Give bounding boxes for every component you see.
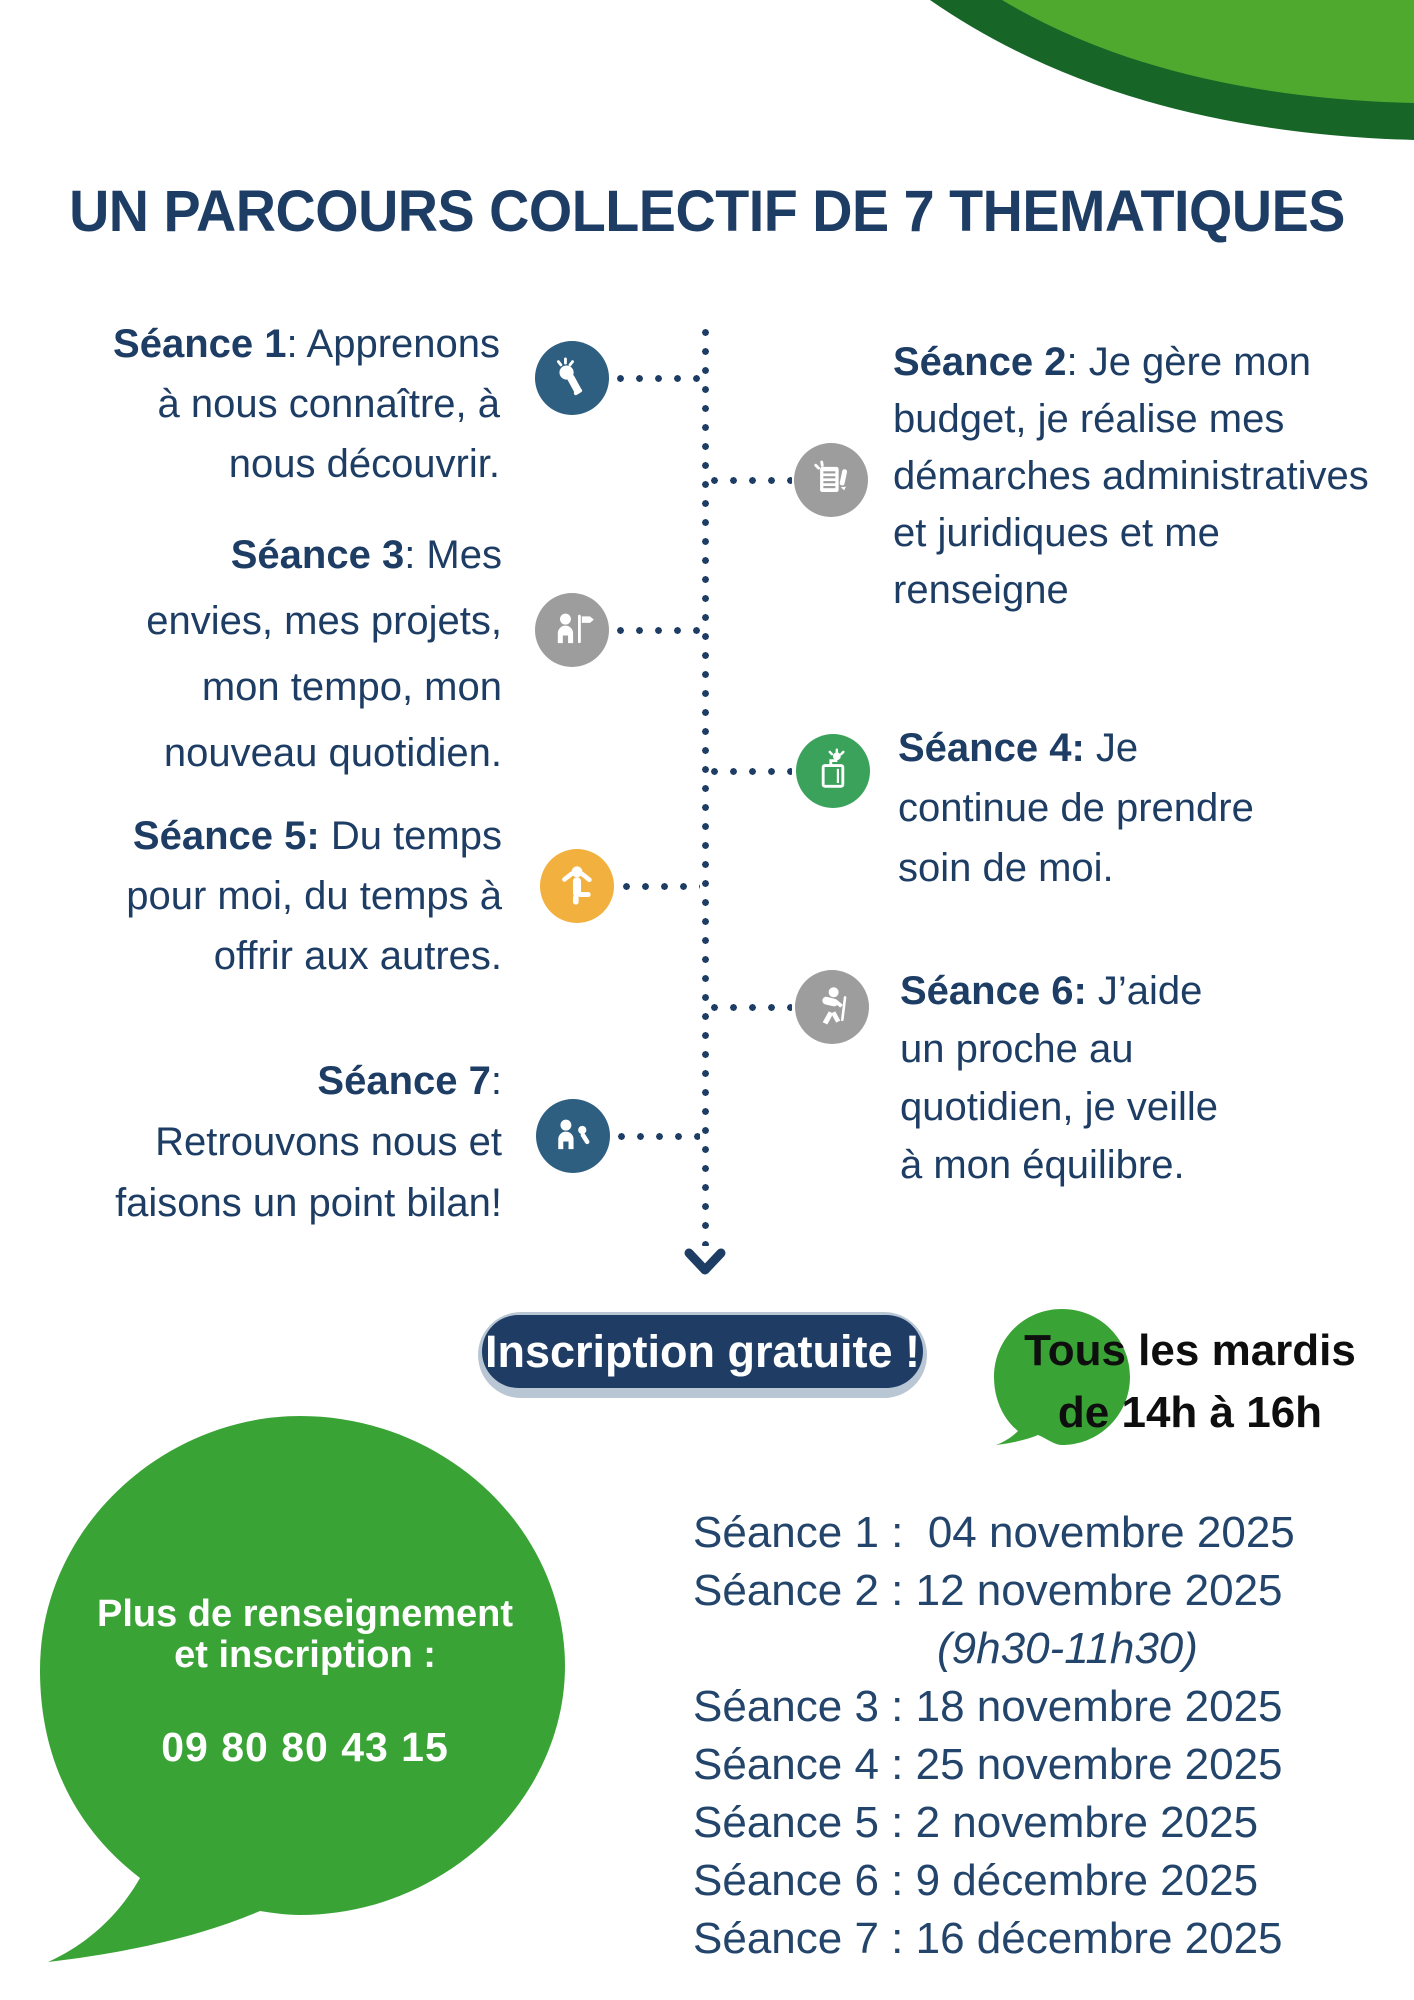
date-line: Séance 7 : 16 décembre 2025 [693, 1914, 1283, 1963]
seance-2-text: Séance 2: Je gère mon budget, je réalise mes démarches administratives et juridiques et me renseigne [893, 340, 1369, 612]
seance-2-icon-badge [794, 443, 868, 517]
seance-5-text: Séance 5: Du temps pour moi, du temps à offrir aux autres. [126, 814, 502, 978]
seance-6-icon-badge [795, 970, 869, 1044]
seance-4-connector-dots [710, 767, 792, 776]
seance-7-label: Séance 7 [317, 1059, 491, 1103]
seance-6-text: Séance 6: J’aide un proche au quotidien, je veille à mon équilibre. [900, 969, 1218, 1187]
microphone-icon [548, 354, 596, 402]
person-microphone-icon [549, 1112, 597, 1160]
page-title: UN PARCOURS COLLECTIF DE 7 THEMATIQUES [69, 179, 1345, 244]
timeline-arrow-down-icon [683, 1248, 727, 1278]
seance-1-label: Séance 1 [113, 322, 287, 366]
contact-line-1: Plus de renseignement [96, 1593, 513, 1635]
seance-5-connector-dots [622, 882, 700, 891]
soap-dispenser-icon [809, 747, 857, 795]
person-arms-up-icon [553, 862, 601, 910]
date-line: (9h30-11h30) [937, 1624, 1198, 1673]
seance-4-label: Séance 4: [898, 726, 1085, 770]
free-registration-label: Inscription gratuite ! [482, 1315, 923, 1388]
seance-6-label: Séance 6: [900, 969, 1087, 1013]
seance-4-icon-badge [796, 734, 870, 808]
seance-5-label: Séance 5: [132, 814, 320, 858]
contact-text [70, 1594, 540, 1676]
timeline-dotted-line [701, 328, 710, 1246]
schedule-text [1000, 1320, 1380, 1444]
date-line: Séance 5 : 2 novembre 2025 [693, 1798, 1259, 1847]
contact-speech-bubble [30, 1408, 575, 1970]
free-registration-badge [478, 1312, 927, 1398]
seance-1-text: Séance 1: Apprenons à nous connaître, à nous découvrir. [113, 322, 500, 486]
seance-7-text: Séance 7: Retrouvons nous et faisons un point bilan! [115, 1059, 502, 1225]
dates-list [693, 1504, 1333, 1968]
date-line: Séance 2 : 12 novembre 2025 [693, 1566, 1283, 1615]
schedule-line-2: de 14h à 16h [1057, 1388, 1323, 1437]
seance-7-icon-badge [536, 1099, 610, 1173]
date-line: Séance 1 : 04 novembre 2025 [693, 1508, 1295, 1557]
date-line: Séance 4 : 25 novembre 2025 [693, 1740, 1283, 1789]
seance-2-label: Séance 2 [893, 340, 1067, 384]
person-signpost-icon [548, 606, 596, 654]
document-pen-icon [807, 456, 855, 504]
seance-4-text: Séance 4: Je continue de prendre soin de moi. [898, 726, 1254, 890]
contact-line-2: et inscription : [174, 1634, 436, 1676]
seance-7-connector-dots [617, 1132, 700, 1141]
seance-2-connector-dots [710, 476, 792, 485]
seance-3-icon-badge [535, 593, 609, 667]
seance-6-connector-dots [710, 1003, 792, 1012]
seance-1-connector-dots [616, 374, 700, 383]
seance-3-connector-dots [616, 626, 700, 635]
hiker-icon [808, 983, 856, 1031]
phone-number: 09 80 80 43 15 [161, 1724, 449, 1770]
seance-1-icon-badge [535, 341, 609, 415]
schedule-line-1: Tous les mardis [1024, 1326, 1356, 1375]
date-line: Séance 6 : 9 décembre 2025 [693, 1856, 1259, 1905]
seance-3-text: Séance 3: Mes envies, mes projets, mon tempo, mon nouveau quotidien. [146, 533, 502, 775]
date-line: Séance 3 : 18 novembre 2025 [693, 1682, 1283, 1731]
seance-5-icon-badge [540, 849, 614, 923]
seance-3-label: Séance 3 [230, 533, 405, 577]
